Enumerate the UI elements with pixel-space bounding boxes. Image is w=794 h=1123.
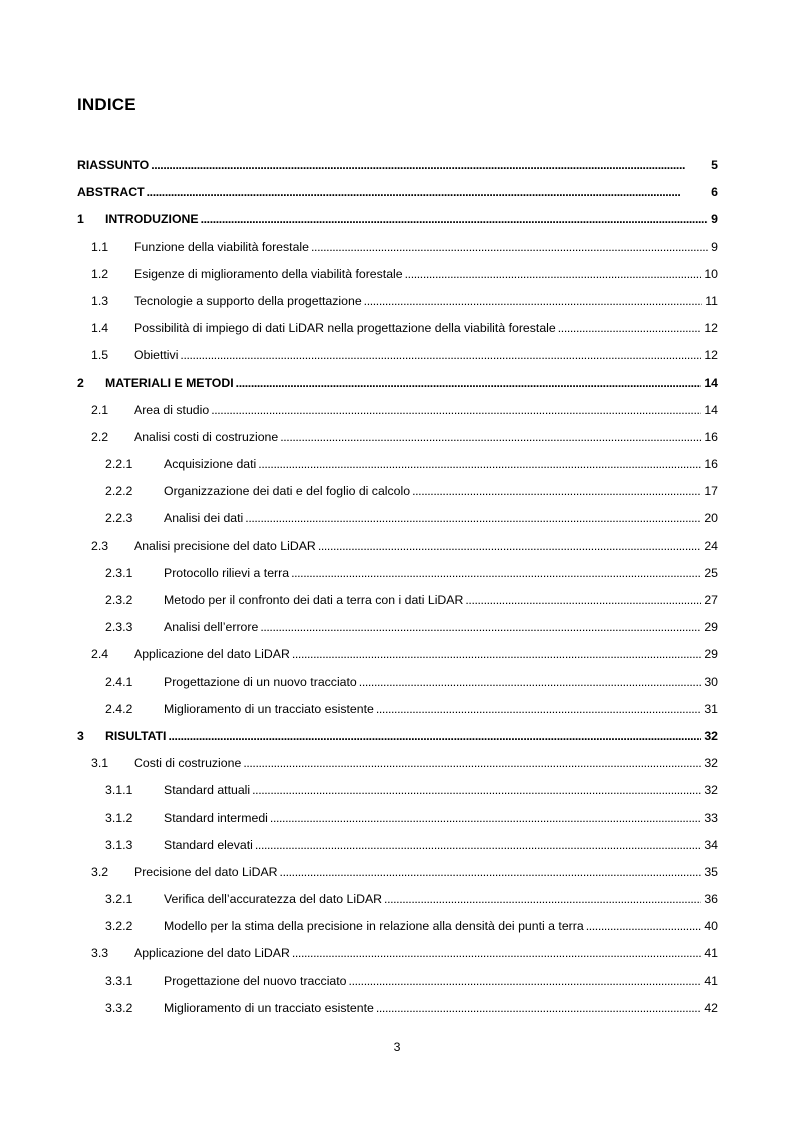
toc-entry-title: ABSTRACT xyxy=(77,185,145,200)
toc-entry-title: Funzione della viabilità forestale xyxy=(134,239,309,254)
toc-entry[interactable] xyxy=(77,696,718,723)
toc-entry-number: 3.1 xyxy=(91,756,109,771)
dot-leader xyxy=(412,478,701,505)
toc-entry-number: 2.4.2 xyxy=(105,701,133,716)
toc-entry-number: 3.1.1 xyxy=(105,783,133,798)
toc-entry[interactable] xyxy=(77,805,718,832)
dot-leader xyxy=(168,723,701,750)
toc-entry-number: 2.2.1 xyxy=(105,457,133,472)
toc-entry[interactable] xyxy=(77,723,718,750)
toc-entry-title: Organizzazione dei dati e del foglio di calcolo xyxy=(164,484,411,499)
page-title: INDICE xyxy=(77,95,136,114)
dot-leader xyxy=(311,234,708,261)
toc-entry-title: Miglioramento di un tracciato esistente xyxy=(164,1000,374,1015)
dot-leader xyxy=(280,424,701,451)
toc-entry[interactable] xyxy=(77,478,718,505)
toc-entry-page: 16 xyxy=(704,429,718,444)
dot-leader xyxy=(270,805,701,832)
dot-leader xyxy=(292,641,701,668)
toc-entry[interactable] xyxy=(77,342,718,369)
dot-leader xyxy=(586,913,702,940)
dot-leader xyxy=(349,968,702,995)
toc-entry-page: 34 xyxy=(704,837,718,852)
toc-entry-number: 3.2.1 xyxy=(105,892,133,907)
dot-leader xyxy=(260,614,701,641)
table-of-contents xyxy=(77,152,718,1022)
toc-entry-number: 3.3 xyxy=(91,946,109,961)
toc-entry-page: 41 xyxy=(704,946,718,961)
toc-entry-page: 9 xyxy=(711,212,718,227)
dot-leader xyxy=(245,505,701,532)
toc-entry-page: 16 xyxy=(704,457,718,472)
toc-entry-number: 2.2.2 xyxy=(105,484,133,499)
dot-leader xyxy=(291,560,701,587)
toc-entry-number: 2.3.3 xyxy=(105,620,133,635)
toc-entry-number: 1.1 xyxy=(91,239,109,254)
toc-entry[interactable] xyxy=(77,886,718,913)
dot-leader xyxy=(558,315,702,342)
toc-entry-page: 24 xyxy=(704,538,718,553)
dot-leader xyxy=(201,206,709,233)
dot-leader xyxy=(376,995,701,1022)
toc-entry-page: 35 xyxy=(704,864,718,879)
toc-entry-title: Applicazione del dato LiDAR xyxy=(134,647,290,662)
toc-entry-title: Protocollo rilievi a terra xyxy=(164,565,290,580)
toc-entry-number: 2.3.1 xyxy=(105,565,133,580)
toc-entry[interactable] xyxy=(77,750,718,777)
toc-entry-page: 36 xyxy=(704,892,718,907)
toc-entry[interactable] xyxy=(77,560,718,587)
dot-leader xyxy=(280,859,702,886)
toc-entry-page: 42 xyxy=(704,1000,718,1015)
toc-entry-page: 40 xyxy=(704,919,718,934)
toc-entry-title: Standard elevati xyxy=(164,837,253,852)
toc-entry[interactable] xyxy=(77,859,718,886)
toc-entry-number: 2.2 xyxy=(91,429,109,444)
page-number: 3 xyxy=(393,1040,401,1054)
toc-entry[interactable] xyxy=(77,587,718,614)
toc-entry-title: Progettazione del nuovo tracciato xyxy=(164,973,347,988)
toc-entry-title: Analisi dei dati xyxy=(164,511,244,526)
toc-entry-page: 41 xyxy=(704,973,718,988)
toc-entry-title: Esigenze di miglioramento della viabilità forestale xyxy=(134,266,403,281)
toc-entry[interactable] xyxy=(77,206,718,233)
toc-entry-page: 5 xyxy=(711,158,718,172)
toc-entry-number: 2.2.3 xyxy=(105,511,133,526)
toc-entry-title: Applicazione del dato LiDAR xyxy=(134,946,290,961)
toc-entry[interactable] xyxy=(77,940,718,967)
toc-entry-number: 3.1.2 xyxy=(105,810,133,825)
dot-leader xyxy=(147,179,709,206)
dot-leader xyxy=(258,451,701,478)
toc-entry-number: 1.5 xyxy=(91,348,109,363)
toc-entry-number: 3.2 xyxy=(91,864,109,879)
toc-entry-number: 2.4 xyxy=(91,647,109,662)
toc-entry-number: 2.1 xyxy=(91,402,109,417)
dot-leader xyxy=(151,152,708,179)
toc-entry[interactable] xyxy=(77,995,718,1022)
toc-entry-number: 2.4.1 xyxy=(105,674,133,689)
dot-leader xyxy=(243,750,701,777)
dot-leader xyxy=(252,777,701,804)
dot-leader xyxy=(384,886,701,913)
toc-entry-page: 11 xyxy=(705,293,718,308)
toc-entry-number: 1.4 xyxy=(91,321,109,336)
toc-entry-title: Area di studio xyxy=(134,402,210,417)
toc-entry-number: 2 xyxy=(77,375,84,390)
toc-entry-title: Verifica dell’accuratezza del dato LiDAR xyxy=(164,892,383,907)
toc-entry-number: 1.3 xyxy=(91,293,109,308)
toc-entry-page: 14 xyxy=(704,375,718,390)
toc-entry-page: 32 xyxy=(704,783,718,798)
dot-leader xyxy=(465,587,701,614)
toc-entry[interactable] xyxy=(77,152,718,179)
toc-entry[interactable] xyxy=(77,913,718,940)
toc-entry-title: Tecnologie a supporto della progettazione xyxy=(134,293,362,308)
dot-leader xyxy=(211,397,701,424)
dot-leader xyxy=(405,261,702,288)
dot-leader xyxy=(236,370,702,397)
toc-entry-number: 3.3.2 xyxy=(105,1000,133,1015)
toc-entry-page: 12 xyxy=(704,348,718,363)
toc-entry-number: 2.3 xyxy=(91,538,109,553)
toc-entry-page: 20 xyxy=(704,511,718,526)
toc-entry-page: 25 xyxy=(704,565,718,580)
toc-entry-title: Standard intermedi xyxy=(164,810,268,825)
toc-entry-page: 6 xyxy=(711,185,718,200)
toc-entry-page: 29 xyxy=(704,620,718,635)
toc-entry-title: Costi di costruzione xyxy=(134,756,242,771)
toc-entry-number: 3 xyxy=(77,728,84,743)
toc-entry[interactable] xyxy=(77,261,718,288)
toc-entry-title: Precisione del dato LiDAR xyxy=(134,864,278,879)
dot-leader xyxy=(292,940,701,967)
toc-entry-title: MATERIALI E METODI xyxy=(105,375,234,390)
toc-entry-title: Possibilità di impiego di dati LiDAR nella progettazione della viabilità forestale xyxy=(134,321,556,336)
toc-entry[interactable] xyxy=(77,179,718,206)
dot-leader xyxy=(318,533,701,560)
toc-entry-page: 31 xyxy=(704,701,718,716)
toc-entry[interactable] xyxy=(77,614,718,641)
toc-entry-title: RISULTATI xyxy=(105,728,167,743)
toc-entry-title: Modello per la stima della precisione in relazione alla densità dei punti a terra xyxy=(164,919,584,934)
toc-entry-title: Obiettivi xyxy=(134,348,179,363)
toc-entry-page: 29 xyxy=(704,647,718,662)
toc-entry-number: 1 xyxy=(77,212,84,227)
toc-entry-page: 32 xyxy=(704,728,718,743)
dot-leader xyxy=(376,696,701,723)
toc-entry-title: Acquisizione dati xyxy=(164,457,257,472)
toc-entry-number: 1.2 xyxy=(91,266,109,281)
toc-entry[interactable] xyxy=(77,288,718,315)
toc-entry-page: 10 xyxy=(704,266,718,281)
dot-leader xyxy=(359,669,702,696)
toc-entry-page: 30 xyxy=(704,674,718,689)
toc-entry[interactable] xyxy=(77,315,718,342)
toc-entry-page: 27 xyxy=(704,593,718,607)
toc-entry-title: Standard attuali xyxy=(164,783,251,798)
toc-entry[interactable] xyxy=(77,641,718,668)
toc-entry-title: Metodo per il confronto dei dati a terra con i dati LiDAR xyxy=(164,593,464,607)
toc-entry-page: 17 xyxy=(704,484,718,499)
toc-entry[interactable] xyxy=(77,451,718,478)
toc-entry-number: 3.1.3 xyxy=(105,837,133,852)
toc-entry[interactable] xyxy=(77,424,718,451)
toc-entry-title: Progettazione di un nuovo tracciato xyxy=(164,674,357,689)
toc-entry-page: 32 xyxy=(704,756,718,771)
toc-entry-number: 2.3.2 xyxy=(105,593,133,607)
toc-entry-page: 14 xyxy=(704,402,718,417)
toc-entry-page: 33 xyxy=(704,810,718,825)
toc-entry-title: Analisi dell’errore xyxy=(164,620,259,635)
toc-entry-number: 3.2.2 xyxy=(105,919,133,934)
toc-entry-number: 3.3.1 xyxy=(105,973,133,988)
toc-entry[interactable] xyxy=(77,533,718,560)
dot-leader xyxy=(255,832,701,859)
dot-leader xyxy=(364,288,703,315)
toc-entry[interactable] xyxy=(77,234,718,261)
toc-entry[interactable] xyxy=(77,832,718,859)
toc-entry-title: Analisi precisione del dato LiDAR xyxy=(134,538,316,553)
toc-entry-title: INTRODUZIONE xyxy=(105,212,199,227)
toc-entry[interactable] xyxy=(77,968,718,995)
toc-entry-title: Analisi costi di costruzione xyxy=(134,429,279,444)
dot-leader xyxy=(180,342,701,369)
toc-entry-title: Miglioramento di un tracciato esistente xyxy=(164,701,374,716)
toc-entry[interactable] xyxy=(77,505,718,532)
toc-entry[interactable] xyxy=(77,669,718,696)
toc-entry-page: 9 xyxy=(711,239,718,254)
toc-entry-page: 12 xyxy=(704,321,718,336)
toc-entry-title: RIASSUNTO xyxy=(77,158,150,172)
toc-entry[interactable] xyxy=(77,777,718,804)
toc-entry[interactable] xyxy=(77,370,718,397)
toc-entry[interactable] xyxy=(77,397,718,424)
